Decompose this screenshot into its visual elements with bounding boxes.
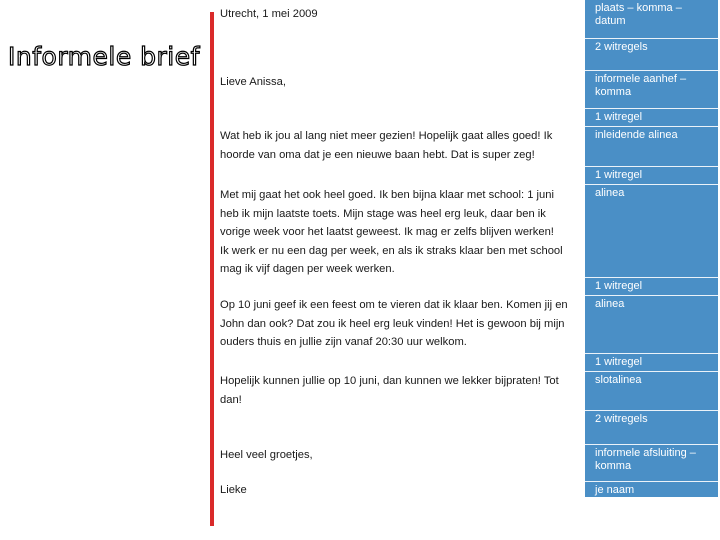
letter-date-line: Utrecht, 1 mei 2009 <box>220 8 318 20</box>
sidebar-label: slotalinea <box>585 371 718 410</box>
letter-signature: Lieke <box>220 484 247 496</box>
slide-title: Informele brief <box>8 42 200 71</box>
letter-line: Hopelijk kunnen jullie op 10 juni, dan kunnen we lekker bijpraten! Tot <box>220 375 559 387</box>
letter-line: John dan ook? Dat zou ik heel erg leuk vinden! Het is gewoon bij mijn <box>220 317 565 330</box>
structure-sidebar <box>585 0 718 497</box>
letter-line: Ik werk er nu een dag per week, en als ik straks klaar ben met school <box>220 244 563 257</box>
sidebar-label: plaats – komma – datum <box>585 0 718 38</box>
sidebar-label: 1 witregel <box>585 277 718 295</box>
letter-greeting: Heel veel groetjes, <box>220 449 313 461</box>
sidebar-label: je naam <box>585 481 718 497</box>
letter-salutation: Lieve Anissa, <box>220 76 286 88</box>
sidebar-label: 2 witregels <box>585 38 718 70</box>
sidebar-label: inleidende alinea <box>585 126 718 166</box>
sidebar-label: alinea <box>585 184 718 277</box>
letter-line: hoorde van oma dat je een nieuwe baan hebt. Dat is super zeg! <box>220 148 535 161</box>
letter-line: Wat heb ik jou al lang niet meer gezien! Hopelijk gaat alles goed! Ik <box>220 130 553 142</box>
letter-line: Met mij gaat het ook heel goed. Ik ben bijna klaar met school: 1 juni <box>220 189 554 201</box>
letter-intro-paragraph <box>220 127 580 164</box>
sidebar-label: 1 witregel <box>585 108 718 126</box>
red-margin-rule <box>210 12 214 526</box>
sidebar-label: informele afsluiting – komma <box>585 444 718 481</box>
letter-paragraph-2 <box>220 186 580 279</box>
sidebar-label: 1 witregel <box>585 166 718 184</box>
sidebar-label: 2 witregels <box>585 410 718 444</box>
letter-line: Op 10 juni geef ik een feest om te vieren dat ik klaar ben. Komen jij en <box>220 299 568 311</box>
letter-line: vorige week voor het laatst geweest. Ik mag er zelfs blijven werken! <box>220 226 554 239</box>
letter-paragraph-3 <box>220 296 580 352</box>
letter-closing-paragraph <box>220 372 580 409</box>
sidebar-label: informele aanhef – komma <box>585 70 718 108</box>
letter-line: ouders thuis en jullie zijn vanaf 20:30 uur welkom. <box>220 336 467 349</box>
letter-line: heb ik mijn laatste toets. Mijn stage was heel erg leuk, daar ben ik <box>220 207 546 220</box>
sidebar-label: alinea <box>585 295 718 353</box>
letter-line: mag ik vijf dagen per week werken. <box>220 263 395 276</box>
sidebar-label: 1 witregel <box>585 353 718 371</box>
letter-line: dan! <box>220 393 242 406</box>
